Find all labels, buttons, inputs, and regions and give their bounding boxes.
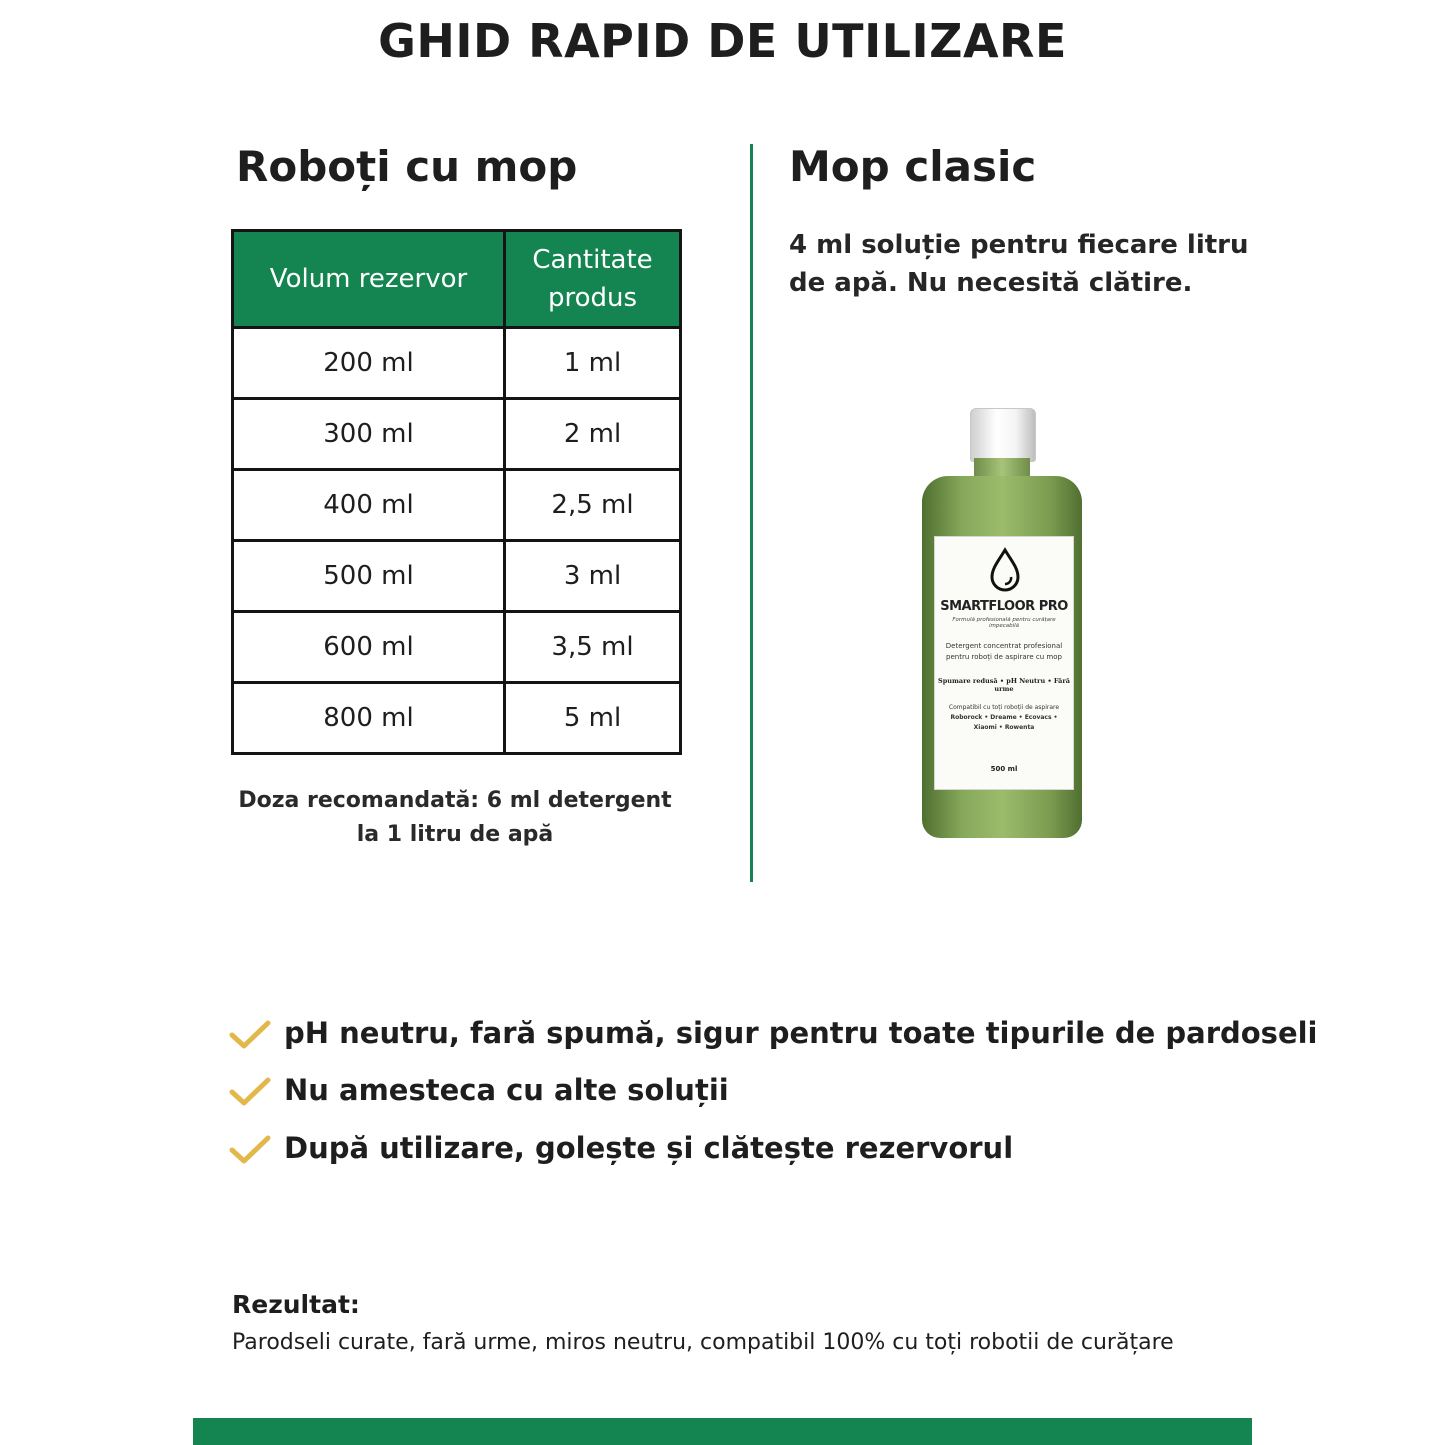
- result-text: Parodseli curate, fară urme, miros neutru, compatibil 100% cu toți robotii de curățare: [232, 1330, 1174, 1355]
- table-row: [233, 399, 681, 470]
- product-quantity-cell: 5 ml: [505, 683, 681, 754]
- feature-text: După utilizare, golește și clătește rezervorul: [284, 1131, 1014, 1165]
- feature-item: [229, 1067, 1229, 1117]
- table-row: [233, 541, 681, 612]
- bottle-compatibility: [939, 703, 1069, 733]
- bottle-description: Detergent concentrat profesional pentru roboți de aspirare cu mop: [945, 642, 1063, 661]
- footer-bar: [193, 1418, 1252, 1445]
- tank-volume-cell: 600 ml: [233, 612, 505, 683]
- tank-volume-cell: 200 ml: [233, 328, 505, 399]
- tank-volume-cell: 800 ml: [233, 683, 505, 754]
- product-bottle-image: [912, 408, 1092, 843]
- bottle-compat-brands: Roborock • Dreame • Ecovacs • Xiaomi • Rowenta: [950, 714, 1058, 731]
- result-title: Rezultat:: [232, 1290, 360, 1319]
- check-icon: [229, 1018, 271, 1052]
- header-product-quantity: Cantitate produs: [505, 231, 681, 328]
- water-drop-icon: [987, 547, 1023, 593]
- table-header-row: [233, 231, 681, 328]
- recommended-dose-note: Doza recomandată: 6 ml detergent la 1 litru de apă: [238, 788, 672, 847]
- page-title: GHID RAPID DE UTILIZARE: [378, 14, 1067, 68]
- feature-text: pH neutru, fară spumă, sigur pentru toate tipurile de pardoseli: [284, 1016, 1318, 1050]
- table-row: [233, 683, 681, 754]
- bottle-cap: [970, 408, 1036, 462]
- bottle-features: Spumare redusă • pH Neutru • Fără urme: [938, 677, 1070, 693]
- product-quantity-cell: 3,5 ml: [505, 612, 681, 683]
- tank-volume-cell: 500 ml: [233, 541, 505, 612]
- table-row: [233, 328, 681, 399]
- tank-volume-cell: 400 ml: [233, 470, 505, 541]
- check-icon: [229, 1133, 271, 1167]
- classic-mop-text: 4 ml soluție pentru fiecare litru de apă. Nu necesită clătire.: [789, 230, 1249, 298]
- table-row: [233, 470, 681, 541]
- bottle-label: [934, 536, 1074, 790]
- table-row: [233, 612, 681, 683]
- check-icon: [229, 1075, 271, 1109]
- bottle-brand: SMARTFLOOR PRO: [940, 599, 1068, 614]
- column-divider: [750, 144, 753, 882]
- classic-mop-heading: Mop clasic: [789, 142, 1037, 191]
- product-quantity-cell: 2,5 ml: [505, 470, 681, 541]
- product-quantity-cell: 1 ml: [505, 328, 681, 399]
- bottle-tagline: Formulă profesională pentru curățare impecabilă: [952, 617, 1056, 629]
- tank-volume-cell: 300 ml: [233, 399, 505, 470]
- bottle-compat-intro: Compatibil cu toți roboții de aspirare: [948, 704, 1060, 711]
- feature-text: Nu amesteca cu alte soluții: [284, 1073, 729, 1107]
- feature-item: [229, 1125, 1229, 1175]
- product-quantity-cell: 2 ml: [505, 399, 681, 470]
- header-tank-volume: Volum rezervor: [233, 231, 505, 328]
- product-quantity-cell: 3 ml: [505, 541, 681, 612]
- dosage-table: [231, 229, 682, 755]
- bottle-volume: 500 ml: [990, 765, 1018, 773]
- robots-heading: Roboți cu mop: [236, 142, 578, 191]
- feature-item: [229, 1010, 1318, 1060]
